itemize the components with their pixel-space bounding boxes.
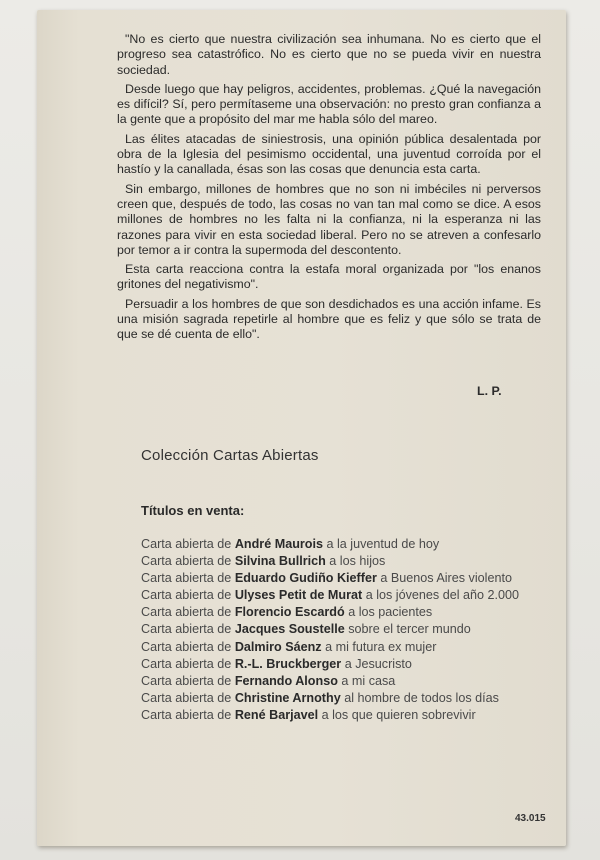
- title-prefix: Carta abierta de: [141, 673, 232, 688]
- title-author: Fernando Alonso: [234, 673, 338, 688]
- list-item: [141, 604, 561, 621]
- title-author: Silvina Bullrich: [234, 554, 326, 569]
- list-item: [141, 536, 561, 553]
- title-author: André Maurois: [234, 537, 323, 551]
- book-back-cover: [37, 10, 566, 846]
- title-author: René Barjavel: [234, 707, 319, 722]
- title-prefix: Carta abierta de: [141, 554, 232, 569]
- title-author: Eduardo Gudiño Kieffer: [234, 571, 377, 586]
- title-prefix: Carta abierta de: [141, 537, 232, 551]
- title-recipient: a los que quieren sobrevivir: [321, 707, 476, 722]
- title-author: R.-L. Bruckberger: [234, 656, 342, 671]
- letter-paragraph: Desde luego que hay peligros, accidentes, problemas. ¿Qué la navegación es difícil? Sí, pero permítaseme una observación: no presto gran confianza a la gente que a propósito del mar me habla sólo del mareo.: [117, 81, 541, 127]
- list-item: [141, 553, 561, 570]
- title-prefix: Carta abierta de: [141, 639, 232, 654]
- list-item: [141, 639, 561, 656]
- title-author: Dalmiro Sáenz: [234, 639, 322, 654]
- list-item: [141, 587, 561, 604]
- titles-heading: Títulos en venta:: [141, 503, 245, 518]
- titles-list: [141, 536, 561, 724]
- list-item: [141, 690, 561, 707]
- list-item: [141, 570, 561, 587]
- letter-paragraph: Persuadir a los hombres de que son desdichados es una acción infame. Es una misión sagrada repetirle al hombre que es feliz y que sólo se trata de que se dé cuenta de ello".: [117, 296, 541, 342]
- title-recipient: sobre el tercer mundo: [348, 622, 471, 637]
- title-prefix: Carta abierta de: [141, 588, 232, 603]
- title-author: Ulyses Petit de Murat: [234, 588, 363, 603]
- letter-paragraph: "No es cierto que nuestra civilización sea inhumana. No es cierto que el progreso sea catastrófico. No es cierto que no se pueda vivir en nuestra sociedad.: [117, 32, 541, 77]
- list-item: [141, 673, 561, 690]
- letter-text: [117, 32, 541, 347]
- title-recipient: a la juventud de hoy: [326, 537, 440, 551]
- letter-paragraph: Esta carta reacciona contra la estafa moral organizada por "los enanos gritones del negativismo".: [117, 262, 541, 292]
- letter-signature: L. P.: [477, 384, 502, 398]
- collection-title: Colección Cartas Abiertas: [141, 447, 319, 464]
- title-recipient: a mi futura ex mujer: [325, 639, 437, 654]
- title-recipient: al hombre de todos los días: [344, 690, 499, 705]
- title-prefix: Carta abierta de: [141, 605, 232, 620]
- title-recipient: a los jóvenes del año 2.000: [365, 588, 520, 603]
- title-prefix: Carta abierta de: [141, 707, 232, 722]
- title-author: Florencio Escardó: [234, 605, 345, 620]
- title-prefix: Carta abierta de: [141, 656, 232, 671]
- title-recipient: a Buenos Aires violento: [380, 571, 512, 586]
- list-item: [141, 656, 561, 673]
- title-recipient: a mi casa: [341, 673, 396, 688]
- title-recipient: a los hijos: [329, 554, 386, 569]
- list-item: [141, 621, 561, 638]
- title-prefix: Carta abierta de: [141, 622, 232, 637]
- title-recipient: a los pacientes: [348, 605, 433, 620]
- title-author: Christine Arnothy: [234, 690, 341, 705]
- title-prefix: Carta abierta de: [141, 690, 232, 705]
- list-item: [141, 707, 561, 724]
- catalog-number: 43.015: [515, 813, 546, 824]
- title-prefix: Carta abierta de: [141, 571, 232, 586]
- letter-paragraph: Sin embargo, millones de hombres que no son ni imbéciles ni perversos creen que, después de todo, las cosas no van tan mal como se dice. A esos millones de hombres no les falta ni la confianza, ni la esperanza ni las razones para vivir en esta sociedad liberal. Pero no se atreven a confesarlo por temor a ir contra la supermoda del descontento.: [117, 181, 541, 257]
- letter-paragraph: Las élites atacadas de siniestrosis, una opinión pública desalentada por obra de la Iglesia del pesimismo occidental, una juventud corroída por el hastío y la canallada, ésas son las cosas que denuncia esta carta.: [117, 131, 541, 177]
- title-author: Jacques Soustelle: [234, 622, 345, 637]
- title-recipient: a Jesucristo: [344, 656, 412, 671]
